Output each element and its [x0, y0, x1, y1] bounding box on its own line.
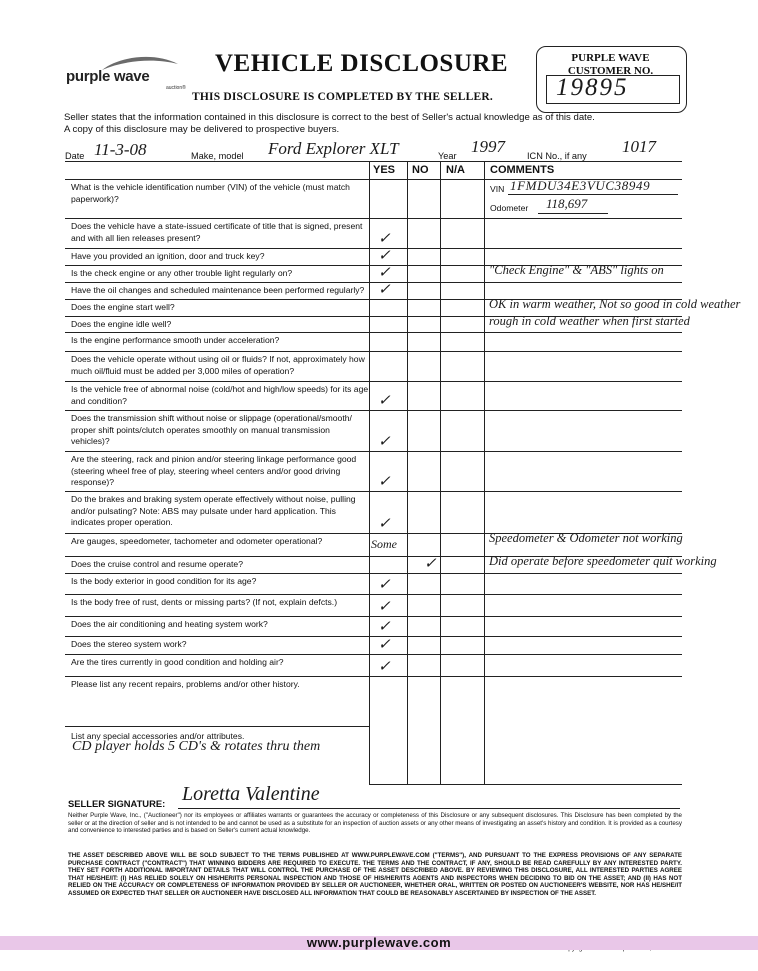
question-text: Are the steering, rack and pinion and/or steering linkage performance good (steering wheel free of play, steering wheel centers and/or good driving response)? [71, 454, 357, 488]
logo-brand: purple wave [66, 68, 150, 85]
comment-field[interactable]: "Check Engine" & "ABS" lights on [489, 263, 664, 277]
answer-yes[interactable]: ✓ [378, 474, 391, 490]
page-subtitle: THIS DISCLOSURE IS COMPLETED BY THE SELLER. [192, 91, 493, 103]
answer-yes[interactable]: Some [371, 537, 397, 551]
answer-yes[interactable]: ✓ [378, 619, 391, 635]
question-text: Is the engine performance smooth under acceleration? [71, 335, 280, 345]
question-text: Does the stereo system work? [71, 639, 187, 649]
table-column-rule [440, 161, 441, 784]
odometer-label: Odometer [490, 203, 529, 213]
answer-yes[interactable]: ✓ [378, 434, 391, 450]
accessories-label: List any special accessories and/or attributes. [71, 731, 245, 741]
question-text: Are gauges, speedometer, tachometer and odometer operational? [71, 536, 323, 546]
answer-yes[interactable]: ✓ [378, 659, 391, 675]
year-field[interactable]: 1997 [471, 137, 505, 156]
question-text: Are the tires currently in good condition and holding air? [71, 657, 284, 667]
date-label: Date [65, 151, 85, 161]
odometer-field[interactable]: 118,697 [546, 196, 588, 211]
answer-yes[interactable]: ✓ [378, 637, 391, 653]
table-column-rule [407, 161, 408, 784]
icn-label: ICN No., if any [527, 151, 587, 161]
question-text: Does the engine idle well? [71, 319, 172, 329]
question-text: Have you provided an ignition, door and truck key? [71, 251, 265, 261]
question-text: Does the vehicle operate without using oil or fluids? If not, approximately how much oil/fluid must be added per 3,000 miles of operation? [71, 354, 365, 376]
logo-suffix: auction® [166, 85, 186, 91]
answer-yes[interactable]: ✓ [378, 231, 391, 247]
answer-no[interactable]: ✓ [424, 556, 437, 572]
seller-statement: Seller states that the information contained in this disclosure is correct to the best of Seller's actual knowledge as of this date. A copy of this disclosure may be delivered to prospective buyers. [64, 112, 595, 135]
header-no: NO [412, 164, 429, 176]
comment-field[interactable]: Speedometer & Odometer not working [489, 531, 683, 545]
table-rule [65, 351, 682, 352]
table-rule [65, 594, 682, 595]
table-rule [369, 784, 682, 785]
question-text: Does the cruise control and resume operate? [71, 559, 243, 569]
answer-yes[interactable]: ✓ [378, 599, 391, 615]
customer-label: PURPLE WAVE CUSTOMER NO. [567, 52, 654, 77]
table-rule [65, 616, 682, 617]
question-text: Do the brakes and braking system operate effectively without noise, pulling and/or pulsating? Note: ABS may pulsate under hard application. This indicates proper operation. [71, 494, 356, 528]
table-rule [65, 282, 682, 283]
table-column-rule [484, 161, 485, 784]
make-field[interactable]: Ford Explorer XLT [268, 139, 399, 158]
question-text: What is the vehicle identification number (VIN) of the vehicle (must match paperwork)? [71, 182, 350, 204]
question-text: Is the body free of rust, dents or missing parts? (If not, explain defcts.) [71, 597, 338, 607]
table-rule [65, 451, 682, 452]
make-label: Make, model [191, 151, 244, 161]
vin-field[interactable]: 1FMDU34E3VUC38949 [510, 178, 651, 193]
accessories-field[interactable]: CD player holds 5 CD's & rotates thru them [72, 739, 321, 754]
table-rule [65, 676, 682, 677]
question-text: Does the transmission shift without noise or slippage (operational/smooth/ proper shift points/clutch operates smoothly on manual transmission vehicles)? [71, 413, 352, 447]
signature-field[interactable]: Loretta Valentine [182, 783, 320, 805]
table-rule [65, 636, 682, 637]
comment-field[interactable]: rough in cold weather when first started [489, 314, 690, 328]
table-rule [65, 218, 682, 219]
answer-yes[interactable]: ✓ [378, 248, 391, 264]
signature-label: SELLER SIGNATURE: [68, 798, 166, 809]
table-rule [65, 332, 682, 333]
table-rule [65, 654, 682, 655]
date-field[interactable]: 11-3-08 [94, 140, 147, 159]
question-text: Please list any recent repairs, problems and/or other history. [71, 679, 300, 689]
year-label: Year [438, 151, 457, 161]
disclaimer-text: Neither Purple Wave, Inc., ("Auctioneer") nor its employees or affiliates warrants or guarantees the accuracy or completeness of this Disclosure or any subsequent disclosures. This Disclosure has been completed by the seller or at the direction of seller and is not intended to be and cannot be used as a substitute for an inspection of auction assets or any other means of investigating an asset's history and condition. It is provided as a courtesy and convenience to interested parties and is based on Seller's current actual knowledge. [68, 812, 682, 835]
table-rule [65, 491, 682, 492]
terms-text: THE ASSET DESCRIBED ABOVE WILL BE SOLD SUBJECT TO THE TERMS PUBLISHED AT WWW.PURPLEWAVE.COM ("TERMS"), AND PURSUANT TO THE EXPRESS PROVISIONS OF ANY SEPARATE PURCHASE CONTRACT ("CONTRACT") THAT WINNING BIDDERS ARE REQUIRED TO EXECUTE. THE TERMS AND THE CONTRACT, IF ANY, SHOULD BE READ CAREFULLY BY ANY INTERESTED PARTY. THEY SET FORTH ADDITIONAL IMPORTANT DETAILS THAT WILL CONTROL THE PURCHASE OF THE ASSET DESCRIBED ABOVE. BY REVIEWING THIS DISCLOSURE, ALL INTERESTED PARTIES AGREE THAT HE/SHE/IT: (I) HAS RELIED SOLELY ON HIS/HER/ITS PERSONAL INSPECTION AND THOSE OF HIS/HER/ITS AGENTS AND INSPECTORS WHEN DECIDING TO BID ON THE ASSET; AND (II) HAS NOT RELIED ON THE ACCURACY OR COMPLETENESS OF INFORMATION PROVIDED BY SELLER OR AUCTIONEER, WHETHER ORAL, WRITTEN OR POSTED ON AUCTIONEER'S WEBSITE, NOR HAS HE/SHE/IT ASSUMED OR EXPECTED THAT SELLER OR AUCTIONEER HAVE DISCLOSED ALL INFORMATION THAT COULD BE REASONABLY ASCERTAINED BY INSPECTION OF THE ASSET. [68, 852, 682, 897]
table-rule [65, 381, 682, 382]
answer-yes[interactable]: ✓ [378, 577, 391, 593]
question-text: Is the check engine or any other trouble light regularly on? [71, 268, 293, 278]
table-rule [65, 410, 682, 411]
question-text: Is the vehicle free of abnormal noise (cold/hot and high/low speeds) for its age and condition? [71, 384, 369, 406]
table-column-rule [369, 161, 370, 784]
icn-field[interactable]: 1017 [622, 137, 656, 156]
question-text: Is the body exterior in good condition for its age? [71, 576, 257, 586]
page-title: VEHICLE DISCLOSURE [215, 50, 509, 77]
question-text: Does the vehicle have a state-issued certificate of title that is signed, present and with all lien releases present? [71, 221, 363, 243]
answer-yes[interactable]: ✓ [378, 393, 391, 409]
answer-yes[interactable]: ✓ [378, 265, 391, 281]
table-rule [65, 161, 682, 162]
footer-url[interactable]: www.purplewave.com [306, 935, 452, 950]
question-text: Does the engine start well? [71, 302, 175, 312]
logo [60, 54, 186, 94]
question-text: Have the oil changes and scheduled maintenance been performed regularly? [71, 285, 365, 295]
comment-field[interactable]: OK in warm weather, Not so good in cold weather [489, 297, 741, 311]
customer-number[interactable]: 19895 [556, 74, 629, 101]
question-text: Does the air conditioning and heating system work? [71, 619, 268, 629]
header-na: N/A [446, 164, 465, 176]
comment-field[interactable]: Did operate before speedometer quit working [489, 554, 717, 568]
answer-yes[interactable]: ✓ [378, 282, 391, 298]
header-comments: COMMENTS [490, 164, 555, 176]
vin-label: VIN [490, 184, 505, 194]
answer-yes[interactable]: ✓ [378, 516, 391, 532]
table-rule [65, 248, 682, 249]
header-yes: YES [373, 164, 396, 176]
table-rule [65, 726, 369, 727]
table-rule [65, 573, 682, 574]
